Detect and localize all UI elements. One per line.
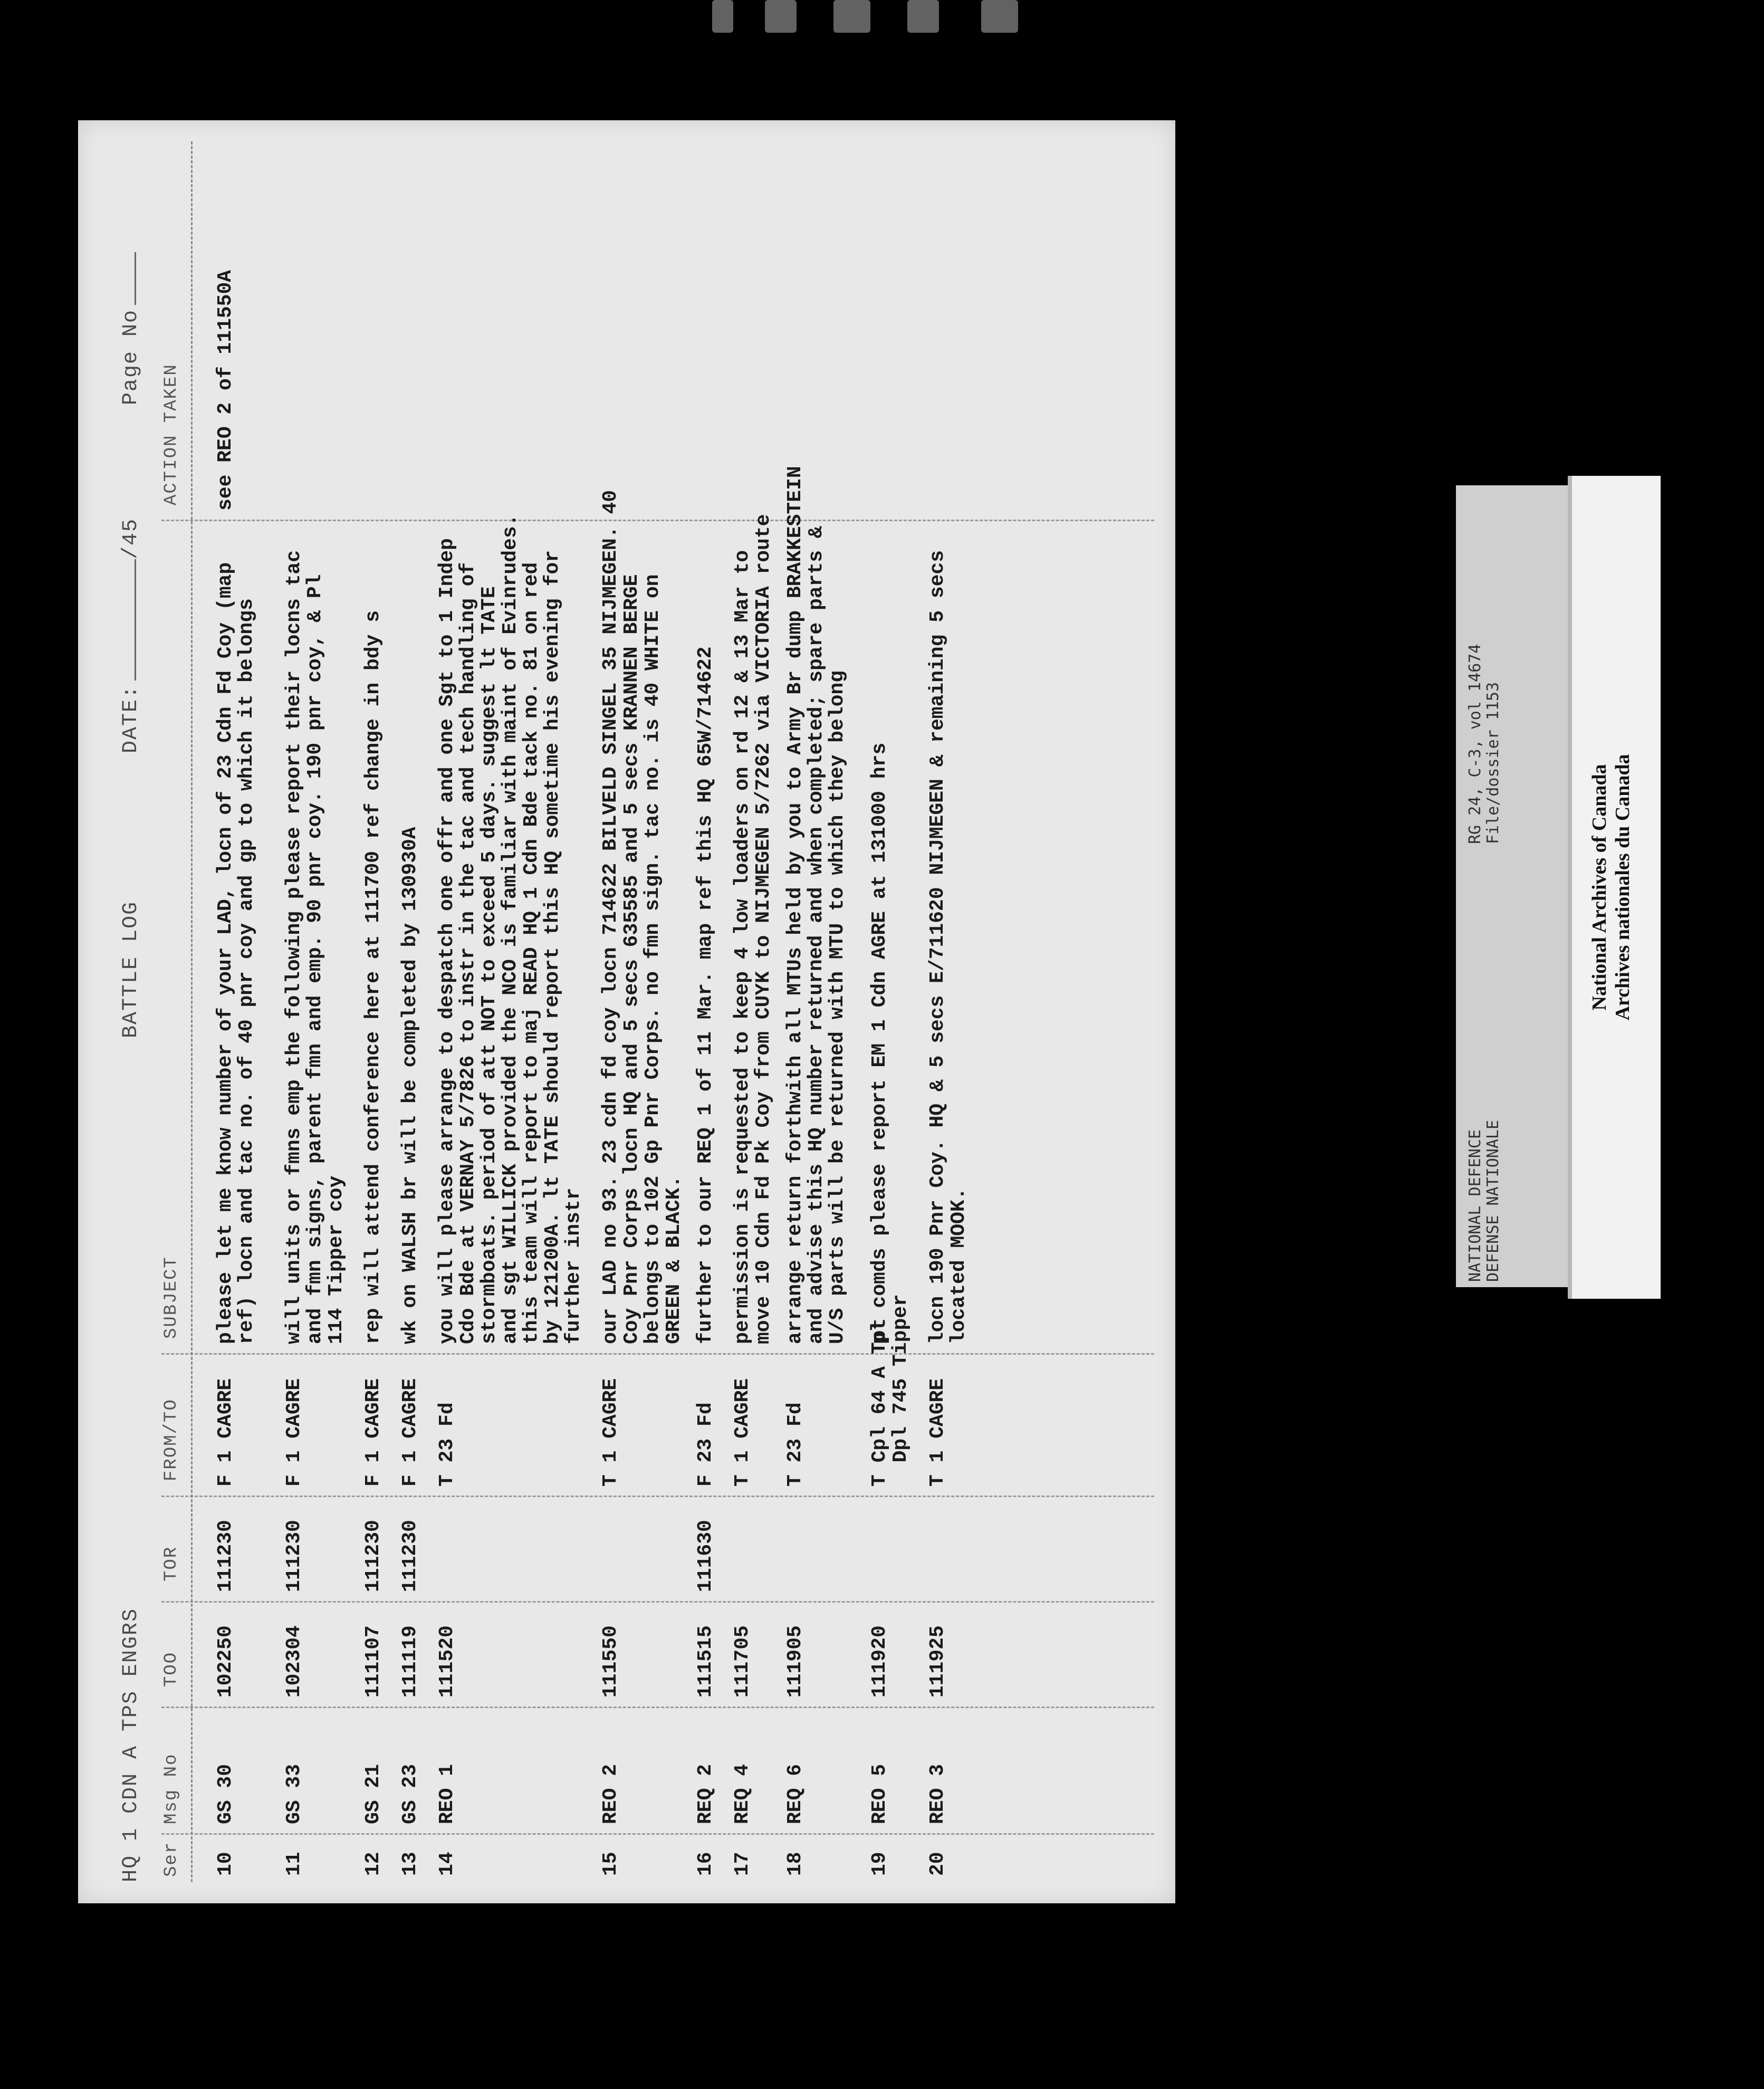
row-too: 111920 xyxy=(868,1625,891,1698)
row-msg-no: GS 30 xyxy=(214,1764,237,1824)
row-tor: 111230 xyxy=(283,1520,305,1592)
page-blank xyxy=(135,252,136,305)
row-too: 111925 xyxy=(926,1625,949,1698)
col-action: ACTION TAKEN xyxy=(161,363,181,505)
row-ser: 11 xyxy=(283,1852,305,1876)
row-msg-no: REQ 4 xyxy=(731,1764,754,1824)
row-too: 111107 xyxy=(362,1625,385,1698)
date-suffix: /45 xyxy=(119,518,143,559)
row-too: 102304 xyxy=(283,1625,305,1698)
row-msg-no: REO 1 xyxy=(436,1764,458,1824)
header-rule xyxy=(191,141,193,1882)
row-subject: pl comds please report EM 1 Cdn AGRE at 131000 hrs xyxy=(868,742,891,1344)
row-too: 111520 xyxy=(436,1625,458,1698)
row-too: 111119 xyxy=(399,1625,421,1698)
row-ser: 14 xyxy=(436,1852,458,1876)
stamp-reference-panel xyxy=(1456,485,1568,1287)
row-subject: locn 190 Pnr Coy. HQ & 5 secs E/711620 NIJMEGEN & remaining 5 secs located MOOK. xyxy=(926,550,970,1344)
date-label: DATE: xyxy=(119,684,143,753)
row-from-to: T 1 CAGRE xyxy=(731,1378,754,1487)
row-tor: 111230 xyxy=(399,1520,421,1592)
row-msg-no: REQ 6 xyxy=(784,1764,807,1824)
row-subject: you will please arrange to despatch one offr and one Sgt to 1 Indep Cdo Bde at VERNAY 5/7826 to instr in the tac and tech handling of stormboats. period of att NOT to exceed 5 days. suggest lt TATE and sgt WILLICK provided the NCO is familiar with maint of Evinrudes. this team will report to maj READ HQ 1 Cdn Bde tack no. 81 on red by 121200A. lt TATE should report this HQ sometime his evening for further instr xyxy=(436,514,585,1344)
row-msg-no: REO 5 xyxy=(868,1764,891,1824)
row-msg-no: REO 2 xyxy=(599,1764,622,1824)
row-msg-no: GS 33 xyxy=(283,1764,305,1824)
col-subject: SUBJECT xyxy=(161,1256,181,1339)
row-too: 111905 xyxy=(784,1625,807,1698)
row-from-to: T 1 CAGRE xyxy=(599,1378,622,1487)
row-too: 111705 xyxy=(731,1625,754,1698)
row-ser: 19 xyxy=(868,1852,891,1876)
row-ser: 12 xyxy=(362,1852,385,1876)
battle-log-sheet xyxy=(78,120,1175,1903)
row-ser: 13 xyxy=(399,1852,421,1876)
row-too: 111515 xyxy=(694,1625,717,1698)
row-ser: 16 xyxy=(694,1852,717,1876)
col-ser: Ser xyxy=(161,1841,181,1877)
row-subject: please let me know number of your LAD, locn of 23 Cdn Fd Coy (map ref) locn and tac no. of 40 pnr coy and gp to which it belongs xyxy=(214,562,258,1344)
battle-log-page xyxy=(78,120,1175,1903)
row-subject: arrange return forthwith all MTUs held by you to Army Br dump BRAKKESTEIN and advise this HQ number returned and when completed; spare parts & U/S parts will be returned with MTU to which they belong xyxy=(784,466,849,1344)
row-from-to: T 23 Fd xyxy=(784,1402,807,1487)
row-ser: 18 xyxy=(784,1852,807,1876)
row-subject: rep will attend conference here at 111700 ref change in bdy s xyxy=(362,610,385,1344)
archives-stamp xyxy=(1456,476,1656,1299)
page-label: Page No xyxy=(119,309,143,405)
archives-name: National Archives of Canada Archives nationales du Canada xyxy=(1588,754,1634,1021)
row-subject: further to our REQ 1 of 11 Mar. map ref this HQ 65W/714622 xyxy=(694,646,717,1344)
top-edge-artifacts xyxy=(707,0,1044,37)
row-too: 111550 xyxy=(599,1625,622,1698)
row-ser: 17 xyxy=(731,1852,754,1876)
row-from-to: F 1 CAGRE xyxy=(283,1378,305,1487)
row-msg-no: GS 23 xyxy=(399,1764,421,1824)
row-ser: 20 xyxy=(926,1852,949,1876)
row-from-to: F 1 CAGRE xyxy=(399,1378,421,1487)
row-from-to: T Cpl 64 A Tpt Dpl 745 Tipper xyxy=(868,1294,912,1487)
row-tor: 111230 xyxy=(214,1520,237,1592)
row-tor: 111630 xyxy=(694,1520,717,1592)
col-divider xyxy=(161,1707,1154,1708)
page-number-field xyxy=(119,252,143,405)
row-action: see REO 2 of 111550A xyxy=(214,270,237,511)
row-ser: 15 xyxy=(599,1852,622,1876)
row-tor: 111230 xyxy=(362,1520,385,1592)
unit-header: HQ 1 CDN A TPS ENGRS xyxy=(119,1607,143,1882)
row-from-to: F 1 CAGRE xyxy=(214,1378,237,1487)
row-from-to: F 23 Fd xyxy=(694,1402,717,1487)
row-subject: wk on WALSH br will be completed by 130930A xyxy=(399,827,421,1344)
national-defence-text: NATIONAL DEFENCE DEFENSE NATIONALE xyxy=(1466,1119,1502,1282)
col-divider xyxy=(161,1496,1154,1497)
row-ser: 10 xyxy=(214,1852,237,1876)
col-too: TOO xyxy=(161,1651,181,1687)
row-from-to: T 23 Fd xyxy=(436,1402,458,1487)
row-subject: permission is requested to keep 4 low loaders on rd 12 & 13 Mar to move 10 Cdn Fd Pk Coy from CUYK to NIJMEGEN 5/7262 via VICTORIA route xyxy=(731,514,775,1344)
date-field xyxy=(119,518,143,753)
record-group-reference: RG 24, C-3, vol 14674 File/dossier 1153 xyxy=(1466,644,1502,844)
row-subject: our LAD no 93. 23 cdn fd coy locn 714622 BILVELD SINGEL 35 NIJMEGEN. 40 Coy Pnr Corps locn HQ and 5 secs 635585 and 5 secs KRANNEN BERGE belongs to 102 Gp Pnr Corps. no fmn sign. tac no. is 40 WHITE on GREEN & BLACK. xyxy=(599,490,685,1344)
row-too: 102250 xyxy=(214,1625,237,1698)
log-title: BATTLE LOG xyxy=(119,900,143,1038)
col-msg-no: Msg No xyxy=(161,1753,181,1824)
col-tor: TOR xyxy=(161,1546,181,1582)
date-blank xyxy=(135,559,136,681)
row-msg-no: GS 21 xyxy=(362,1764,385,1824)
row-subject: will units or fmns emp the following please report their locns tac and fmn signs, parent fmn and emp. 90 pnr coy. 190 pnr coy, & Pl 114 Tipper coy xyxy=(283,550,348,1344)
col-divider xyxy=(161,1833,1154,1835)
col-divider xyxy=(161,1601,1154,1603)
col-from-to: FROM/TO xyxy=(161,1398,181,1481)
row-msg-no: REQ 2 xyxy=(694,1764,717,1824)
row-from-to: F 1 CAGRE xyxy=(362,1378,385,1487)
stamp-archives-panel xyxy=(1568,476,1661,1299)
row-msg-no: REO 3 xyxy=(926,1764,949,1824)
row-from-to: T 1 CAGRE xyxy=(926,1378,949,1487)
col-divider xyxy=(161,1353,1154,1355)
